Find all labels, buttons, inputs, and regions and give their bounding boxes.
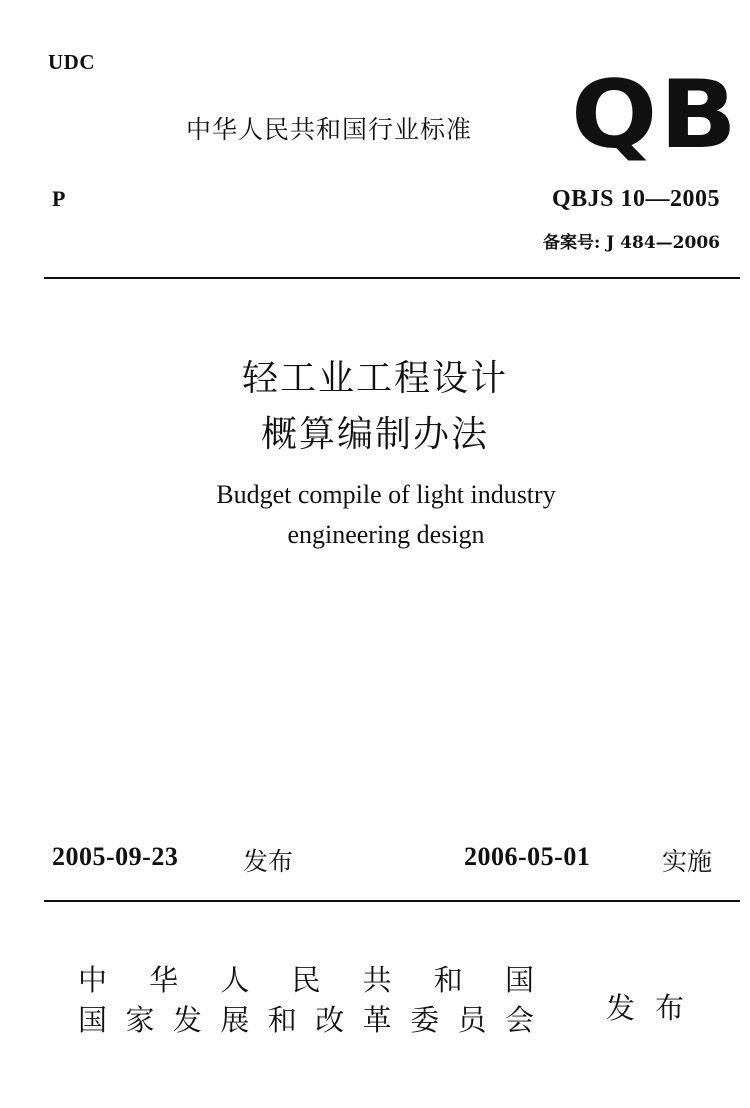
- top-divider: [44, 277, 740, 279]
- implementation-label: 实施: [662, 847, 713, 876]
- filing-number: 备案号: J 484—2006: [543, 233, 720, 253]
- bottom-divider: [44, 900, 740, 902]
- issue-date: 2005-09-23: [52, 842, 179, 871]
- title-chinese-line-2: 概算编制办法: [260, 414, 489, 455]
- title-english-line-2: engineering design: [287, 520, 485, 549]
- standard-number: QBJS 10—2005: [551, 186, 720, 212]
- title-chinese-line-1: 轻工业工程设计: [241, 358, 508, 399]
- publisher-line-2: 国 家 发 展 和 改 革 委 员 会: [78, 1003, 534, 1037]
- classification-code: P: [52, 186, 66, 211]
- issue-label: 发布: [243, 847, 294, 876]
- standard-type-heading: 中华人民共和国行业标准: [186, 115, 473, 144]
- publisher-action: 发布: [606, 991, 705, 1025]
- title-english-line-1: Budget compile of light industry: [216, 480, 556, 509]
- publisher-line-1: 中 华 人 民 共 和 国: [78, 963, 534, 997]
- udc-label: UDC: [48, 50, 95, 74]
- qb-logo: QB: [570, 61, 740, 170]
- implementation-date: 2006-05-01: [464, 842, 591, 871]
